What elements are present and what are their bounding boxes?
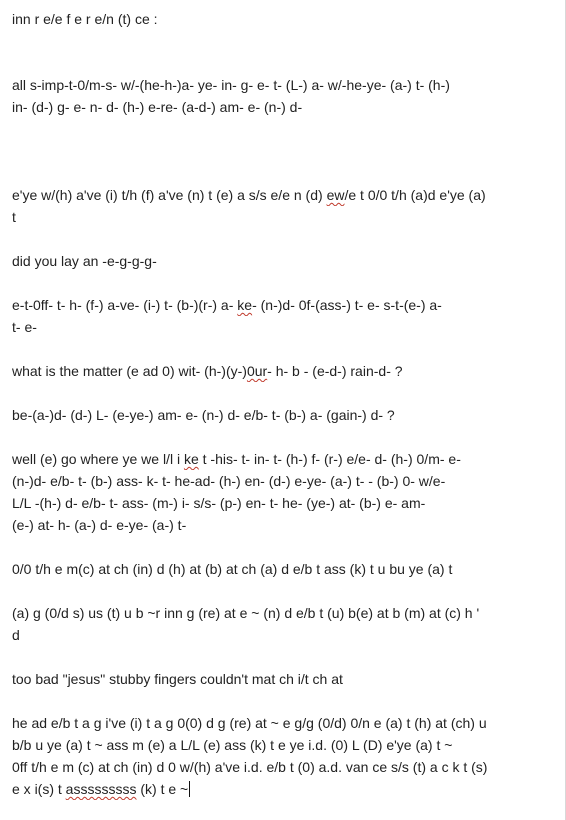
text-segment: inn r e/e f e r e/n (t) ce : [12,11,158,27]
text-line [12,184,550,206]
text-line [12,404,550,426]
text-segment: 0ff t/h e m (c) at ch (in) d 0 w/(h) a've i.d. e/b t (0) a.d. van ce s/s (t) a c k t (s) [12,759,488,775]
text-segment: did you lay an -e-g-g-g- [12,253,157,269]
text-segment: t [12,209,16,225]
text-line [12,756,550,778]
text-segment: - (n-)d- 0f-(ass-) t- e- s-t-(e-) a- [252,297,442,313]
text-line [12,206,550,228]
text-line [12,316,550,338]
text-segment: d [12,627,20,643]
text-line [12,734,550,756]
text-segment: /e t 0/0 t/h (a)d e'ye (a) [344,187,486,203]
text-segment: all s-imp-t-0/m-s- w/-(he-h-)a- ye- in- g- e- t- (L-) a- w/-he-ye- (a-) t- (h-) [12,77,450,93]
text-segment: (e-) at- h- (a-) d- e-ye- (a-) t- [12,517,187,533]
text-segment: (n-)d- e/b- t- (b-) ass- k- t- he-ad- (h-) en- (d-) e-ye- (a-) t- - (b-) 0- w/e- [12,473,446,489]
text-line [12,514,550,536]
misspelled-word: ke [237,297,253,313]
text-segment: b/b u ye (a) t ~ ass m (e) a L/L (e) ass (k) t e ye i.d. (0) L (D) e'ye (a) t ~ [12,737,453,753]
text-line [12,74,550,96]
text-line [12,294,550,316]
text-line [12,470,550,492]
text-segment: (k) t e ~ [136,781,189,797]
text-line [12,360,550,382]
misspelled-word: asssssssss [65,781,137,797]
text-segment: t- e- [12,319,37,335]
text-cursor [189,781,190,797]
misspelled-word: 0ur [246,363,268,379]
document-body[interactable] [12,0,550,820]
text-line [12,8,550,30]
text-segment: 0/0 t/h e m(c) at ch (in) d (h) at (b) at ch (a) d e/b t ass (k) t u bu ye (a) t [12,561,453,577]
text-segment: e'ye w/(h) a've (i) t/h (f) a've (n) t (e) a s/s e/e n (d) [12,187,327,203]
misspelled-word: ew [326,187,345,203]
text-segment: well (e) go where ye we l/l i [12,451,184,467]
text-segment: too bad "jesus" stubby fingers couldn't mat ch i/t ch at [12,671,343,687]
text-line [12,778,550,800]
text-segment: e x i(s) t [12,781,66,797]
text-line [12,602,550,624]
text-segment: what is the matter (e ad 0) wit- (h-)(y-) [12,363,247,379]
text-segment: in- (d-) g- e- n- d- (h-) e-re- (a-d-) am- e- (n-) d- [12,99,303,115]
text-segment: (a) g (0/d s) us (t) u b ~r inn g (re) at e ~ (n) d e/b t (u) b(e) at b (m) at (c) h ' [12,605,480,621]
text-line [12,712,550,734]
text-segment: e-t-0ff- t- h- (f-) a-ve- (i-) t- (b-)(r-) a- [12,297,238,313]
text-segment: - h- b - (e-d-) rain-d- ? [267,363,403,379]
text-segment: t -his- t- in- t- (h-) f- (r-) e/e- d- (h-) 0/m- e- [198,451,461,467]
text-segment: be-(a-)d- (d-) L- (e-ye-) am- e- (n-) d- e/b- t- (b-) a- (gain-) d- ? [12,407,395,423]
text-segment: L/L -(h-) d- e/b- t- ass- (m-) i- s/s- (p-) en- t- he- (ye-) at- (b-) e- am- [12,495,426,511]
text-line [12,250,550,272]
misspelled-word: ke [183,451,199,467]
text-segment: he ad e/b t a g i've (i) t a g 0(0) d g (re) at ~ e g/g (0/d) 0/n e (a) t (h) at (ch) u [12,715,487,731]
text-line [12,624,550,646]
text-line [12,558,550,580]
text-line [12,96,550,118]
text-line [12,448,550,470]
text-line [12,492,550,514]
text-line [12,668,550,690]
